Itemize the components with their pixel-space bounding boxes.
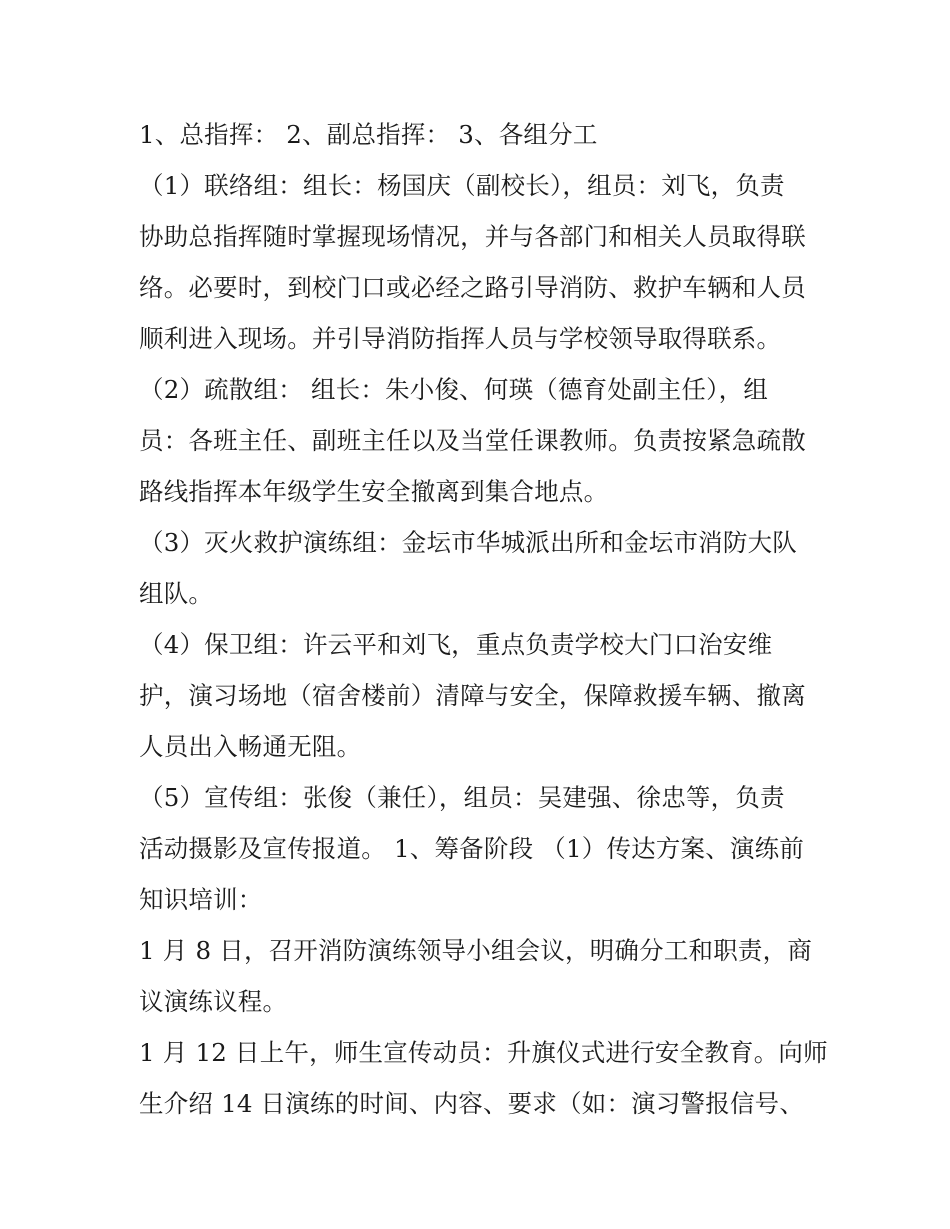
document-body xyxy=(139,109,828,1129)
text-line-13: 人员出入畅通无阻。 xyxy=(139,732,362,761)
text-line-8: 路线指挥本年级学生安全撤离到集合地点。 xyxy=(139,477,609,506)
text-line-1: 1、总指挥： 2、副总指挥： 3、各组分工 xyxy=(139,120,598,149)
text-line-9: （3）灭火救护演练组：金坛市华城派出所和金坛市消防大队 xyxy=(139,528,797,557)
text-line-4: 络。必要时，到校门口或必经之路引导消防、救护车辆和人员 xyxy=(139,273,806,302)
text-line-20: 生介绍 14 日演练的时间、内容、要求（如：演习警报信号、 xyxy=(139,1089,805,1118)
text-line-17: 1 月 8 日，召开消防演练领导小组会议，明确分工和职责，商 xyxy=(139,936,813,965)
text-line-12: 护，演习场地（宿舍楼前）清障与安全，保障救援车辆、撤离 xyxy=(139,681,806,710)
text-line-14: （5）宣传组：张俊（兼任），组员：吴建强、徐忠等，负责 xyxy=(139,783,785,812)
text-line-6: （2）疏散组： 组长：朱小俊、何瑛（德育处副主任），组 xyxy=(139,375,769,404)
text-line-16: 知识培训： xyxy=(139,885,263,914)
text-line-7: 员：各班主任、副班主任以及当堂任课教师。负责按紧急疏散 xyxy=(139,426,806,455)
text-line-15: 活动摄影及宣传报道。 1、筹备阶段 （1）传达方案、演练前 xyxy=(139,834,805,863)
text-line-5: 顺利进入现场。并引导消防指挥人员与学校领导取得联系。 xyxy=(139,324,782,353)
text-line-3: 协助总指挥随时掌握现场情况，并与各部门和相关人员取得联 xyxy=(139,222,806,251)
text-line-18: 议演练议程。 xyxy=(139,987,288,1016)
text-line-2: （1）联络组：组长：杨国庆（副校长），组员：刘飞，负责 xyxy=(139,171,785,200)
text-line-10: 组队。 xyxy=(139,579,214,608)
text-line-11: （4）保卫组：许云平和刘飞，重点负责学校大门口治安维 xyxy=(139,630,773,659)
text-line-19: 1 月 12 日上午，师生宣传动员：升旗仪式进行安全教育。向师 xyxy=(139,1038,828,1067)
